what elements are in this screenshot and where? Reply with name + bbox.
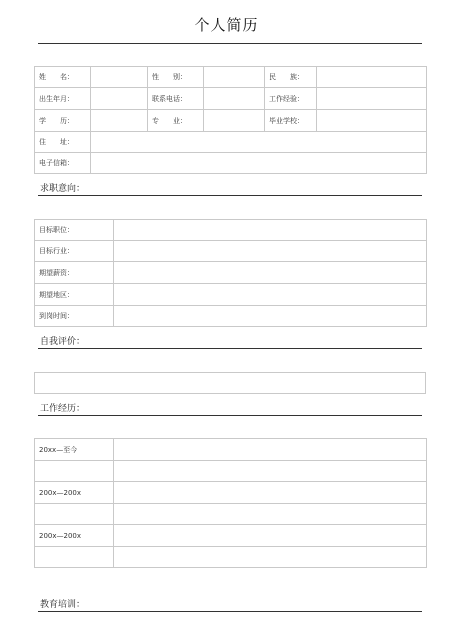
experience-value[interactable] <box>317 88 427 110</box>
birth-label: 出生年月： <box>35 88 91 110</box>
education-level-value[interactable] <box>91 110 148 132</box>
work-row <box>35 439 427 461</box>
work-row <box>35 504 427 525</box>
expected-region-value[interactable] <box>114 284 427 306</box>
intention-table <box>34 219 427 327</box>
intention-heading: 求职意向： <box>40 184 86 194</box>
education-heading: 教育培训： <box>40 600 86 610</box>
work-period: 20xx—至今 <box>35 439 114 461</box>
school-value[interactable] <box>317 110 427 132</box>
intention-row <box>35 220 427 241</box>
self-eval-heading: 自我评价： <box>40 337 86 347</box>
major-label: 专 业： <box>148 110 204 132</box>
experience-label: 工作经验： <box>265 88 317 110</box>
work-heading: 工作经历： <box>40 404 86 414</box>
work-period <box>35 504 114 525</box>
work-row <box>35 547 427 568</box>
self-eval-box[interactable] <box>34 372 426 394</box>
basic-row <box>35 110 427 132</box>
name-label: 姓 名： <box>35 67 91 88</box>
ethnicity-value[interactable] <box>317 67 427 88</box>
work-divider <box>38 415 422 416</box>
phone-value[interactable] <box>204 88 265 110</box>
intention-row <box>35 306 427 327</box>
start-time-value[interactable] <box>114 306 427 327</box>
phone-label: 联系电话： <box>148 88 204 110</box>
work-detail[interactable] <box>114 439 427 461</box>
work-period <box>35 461 114 482</box>
work-row <box>35 461 427 482</box>
basic-row <box>35 67 427 88</box>
work-period: 200x—200x <box>35 525 114 547</box>
basic-row <box>35 132 427 153</box>
intention-divider <box>38 195 422 196</box>
email-value[interactable] <box>91 153 427 174</box>
school-label: 毕业学校： <box>265 110 317 132</box>
expected-region-label: 期望地区： <box>35 284 114 306</box>
start-time-label: 到岗时间： <box>35 306 114 327</box>
page-title: 个人简历 <box>194 16 259 34</box>
name-value[interactable] <box>91 67 148 88</box>
work-row <box>35 525 427 547</box>
address-label: 住 址： <box>35 132 91 153</box>
work-period <box>35 547 114 568</box>
education-level-label: 学 历： <box>35 110 91 132</box>
work-detail[interactable] <box>114 547 427 568</box>
target-industry-value[interactable] <box>114 241 427 262</box>
ethnicity-label: 民 族： <box>265 67 317 88</box>
basic-info-table <box>34 66 427 174</box>
work-table <box>34 438 427 568</box>
gender-value[interactable] <box>204 67 265 88</box>
intention-row <box>35 241 427 262</box>
intention-row <box>35 262 427 284</box>
work-detail[interactable] <box>114 525 427 547</box>
target-position-label: 目标职位： <box>35 220 114 241</box>
work-detail[interactable] <box>114 482 427 504</box>
self-eval-divider <box>38 348 422 349</box>
expected-salary-label: 期望薪资： <box>35 262 114 284</box>
target-industry-label: 目标行业： <box>35 241 114 262</box>
major-value[interactable] <box>204 110 265 132</box>
work-period: 200x—200x <box>35 482 114 504</box>
intention-row <box>35 284 427 306</box>
birth-value[interactable] <box>91 88 148 110</box>
work-detail[interactable] <box>114 461 427 482</box>
title-divider <box>38 43 422 44</box>
work-detail[interactable] <box>114 504 427 525</box>
basic-row <box>35 153 427 174</box>
address-value[interactable] <box>91 132 427 153</box>
expected-salary-value[interactable] <box>114 262 427 284</box>
basic-row <box>35 88 427 110</box>
education-divider <box>38 611 422 612</box>
gender-label: 性 别： <box>148 67 204 88</box>
email-label: 电子信箱： <box>35 153 91 174</box>
work-row <box>35 482 427 504</box>
target-position-value[interactable] <box>114 220 427 241</box>
